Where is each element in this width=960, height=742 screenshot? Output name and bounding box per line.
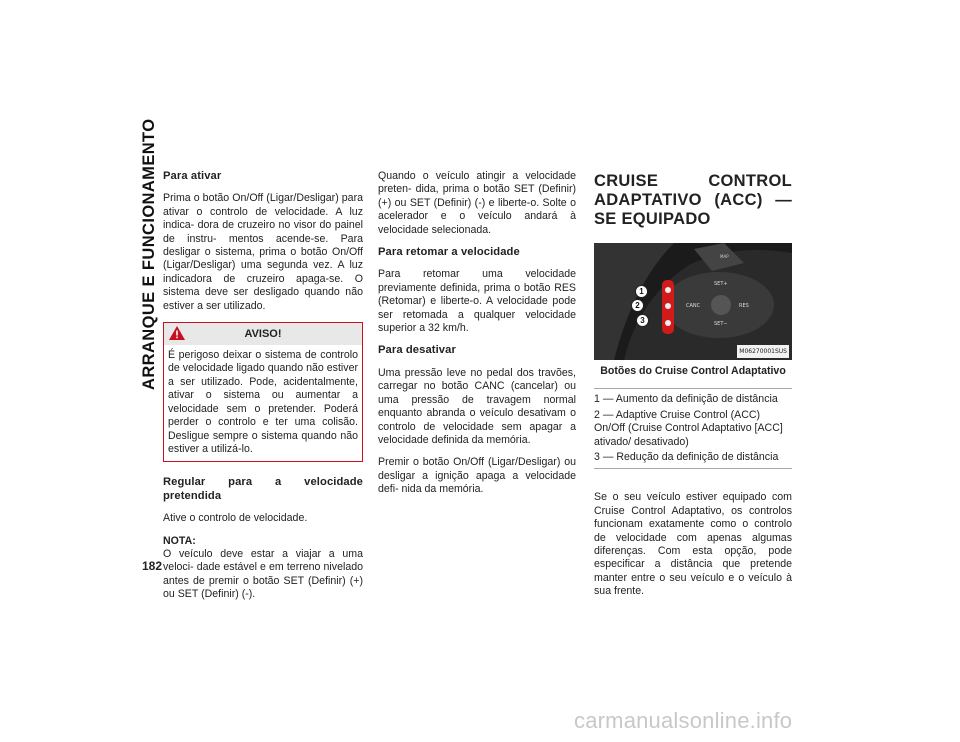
acc-section-title: CRUISE CONTROL ADAPTATIVO (ACC) — SE EQUIPADO [594, 172, 792, 228]
callout-2: 2 [631, 299, 644, 312]
heading-regular: Regular para a velocidade pretendida [163, 476, 363, 502]
column-2 [378, 170, 576, 506]
svg-text:RES: RES [739, 303, 749, 309]
steering-wheel-illustration [594, 243, 792, 360]
section-title-text: ARRANQUE E FUNCIONAMENTO [140, 118, 158, 390]
legend-item-2: 2 — Adaptive Cruise Control (ACC) On/Off (Cruise Control Adaptativo [ACC] ativado/ desativado) [594, 408, 783, 448]
note-label: NOTA: [163, 534, 196, 547]
legend-item-3: 3 — Redução da definição de distância [594, 451, 779, 464]
paragraph-quando: Quando o veículo atingir a velocidade preten- dida, prima o botão SET (Definir) (+) ou SET (Definir) (-) e liberte-o. Solte o acelerador e o veículo andará à velocidade selecionada. [378, 170, 576, 236]
column-3 [594, 170, 792, 608]
note-text: O veículo deve estar a viajar a uma veloci- dade estável e em terreno nivelado antes de premir o botão SET (Definir) (+) ou SET (Definir) (-). [163, 547, 363, 601]
figure-caption: Botões do Cruise Control Adaptativo [600, 365, 786, 377]
watermark: carmanualsonline.info [574, 708, 793, 733]
section-side-title [137, 118, 159, 390]
callout-1: 1 [635, 285, 648, 298]
warning-triangle-icon [168, 325, 186, 349]
page-number: 182 [142, 559, 163, 573]
paragraph-retomar: Para retomar uma velocidade previamente definida, prima o botão RES (Retomar) e liberte-o. A velocidade pode ser retomada a qualquer velocidade superior a 32 km/h. [378, 268, 576, 335]
warning-box [163, 322, 363, 462]
callout-3: 3 [636, 314, 649, 327]
svg-text:MAP: MAP [720, 254, 729, 259]
warning-header [164, 323, 362, 345]
svg-text:CANC: CANC [686, 303, 701, 309]
paragraph-desativar-1: Uma pressão leve no pedal dos travões, carregar no botão CANC (cancelar) ou uma pressão de travagem normal enquanto abranda o veículo desativam o controlo de velocidade sem apagar a velocidade definida da memória. [378, 366, 576, 446]
paragraph-acc: Se o seu veículo estiver equipado com Cruise Control Adaptativo, os controlos funcionam exatamente como o controlo de velocidade com apenas algumas diferenças. Com esta opção, pode especificar a distância que pretende manter entre o seu veículo e o veículo à sua frente. [594, 491, 792, 598]
svg-text:SET+: SET+ [714, 281, 728, 287]
warning-title: AVISO! [244, 328, 282, 341]
paragraph-desativar-2: Premir o botão On/Off (Ligar/Desligar) ou desligar a ignição apaga a velocidade defi- nida da memória. [378, 456, 576, 496]
svg-text:SET−: SET− [714, 321, 728, 327]
figure-code: M06270001SUS [737, 345, 789, 358]
note [163, 535, 363, 602]
paragraph-ativar: Prima o botão On/Off (Ligar/Desligar) para ativar o controlo de velocidade. A luz indica- dora de cruzeiro no visor do painel de instru- mentos acende-se. Para desligar o sistema, prima o botão On/Off (Ligar/Desligar) uma segunda vez. A luz indicadora de cruzeiro apaga-se. O sistema deve ser desligado quando não estiver a ser utilizado. [163, 192, 363, 312]
heading-para-ativar: Para ativar [163, 170, 222, 182]
acc-buttons-figure [594, 243, 792, 360]
heading-retomar: Para retomar a velocidade [378, 246, 520, 259]
legend-item-1: 1 — Aumento da definição de distância [594, 393, 778, 406]
column-1 [163, 170, 363, 602]
figure-legend [594, 388, 792, 469]
heading-desativar: Para desativar [378, 344, 456, 357]
warning-text: É perigoso deixar o sistema de controlo de velocidade ligado quando não estiver a ser utilizado. Pode, acidentalmente, ativar o sistema ou aumentar a velocidade sem o pretender. Poderá perder o controlo e ter uma colisão. Desligue sempre o sistema quando não estiver a utilizá-lo. [168, 349, 358, 455]
paragraph-regular: Ative o controlo de velocidade. [163, 512, 308, 525]
